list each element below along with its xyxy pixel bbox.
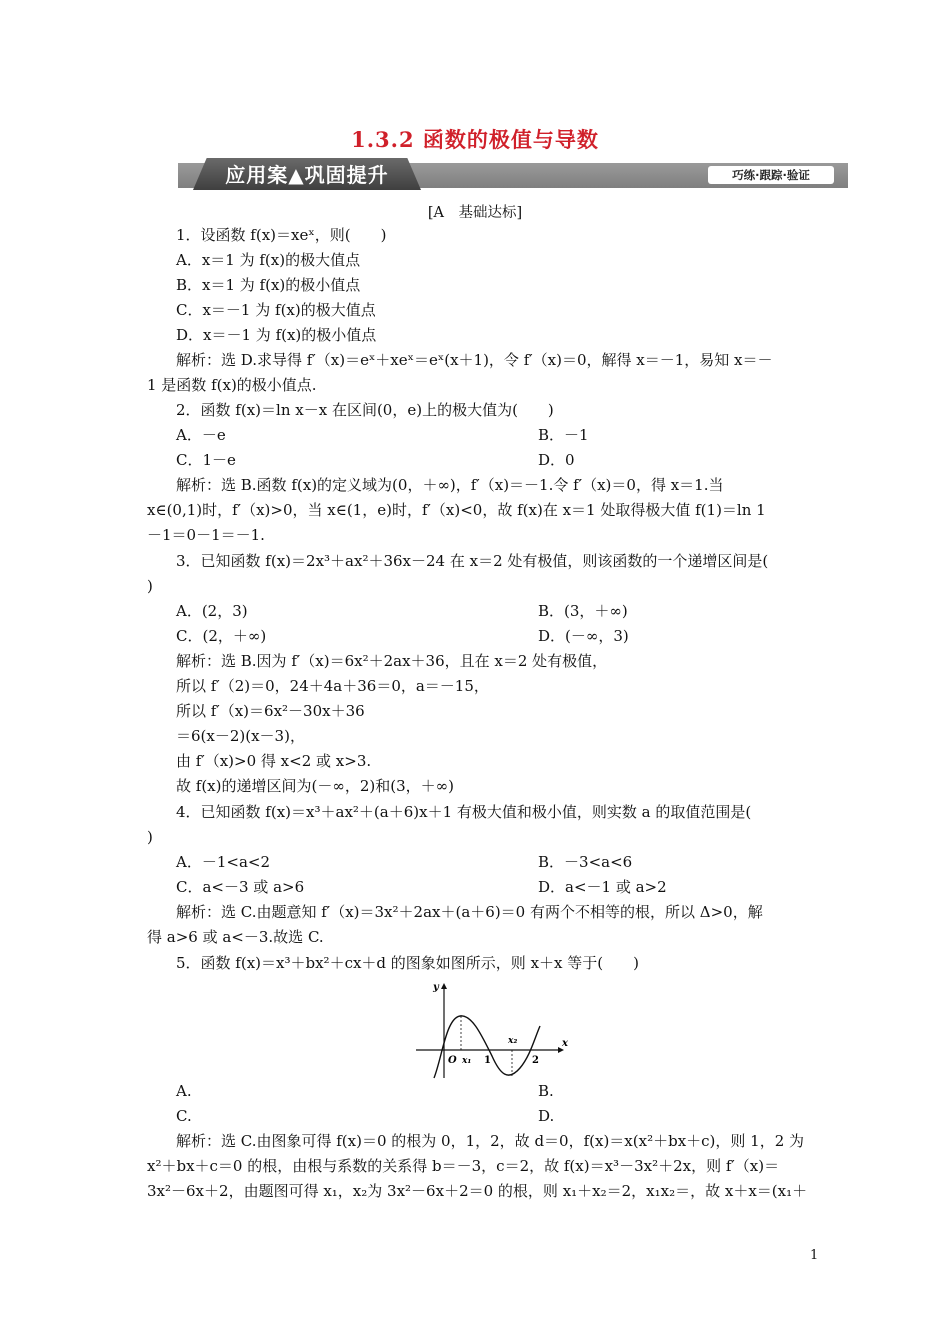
- q2-solution-cont: x∈(0,1)时，f′（x)>0，当 x∈(1，e)时，f′（x)<0，故 f(x)在 x＝1 处取得极大值 f(1)＝ln 1: [147, 501, 766, 519]
- q3-solution-3: 所以 f′（x)＝6x²－30x＋36: [176, 702, 365, 720]
- graph-origin-label: O: [448, 1055, 457, 1066]
- q3-solution-4: ＝6(x－2)(x－3)，: [176, 727, 305, 745]
- q5-option-c: C.: [176, 1107, 192, 1125]
- graph-x2-label: x₂: [508, 1036, 518, 1046]
- graph-x-label: x: [562, 1038, 568, 1049]
- graph-one-label: 1: [484, 1055, 491, 1066]
- q2-option-a: A．－e: [176, 426, 226, 444]
- q1-option-a: A．x＝1 为 f(x)的极大值点: [176, 251, 361, 269]
- q3-option-a: A．(2，3): [176, 602, 248, 620]
- q3-option-c: C．(2，＋∞): [176, 627, 267, 645]
- q3-stem-cont: ): [147, 577, 153, 595]
- q2-option-c: C．1－e: [176, 451, 236, 469]
- section-heading: [A 基础达标]: [427, 205, 523, 221]
- q2-option-b: B．－1: [538, 426, 589, 444]
- page-title: 1.3.2 函数的极值与导数: [351, 127, 599, 152]
- q1-stem: 1．设函数 f(x)＝xeˣ，则( ): [176, 226, 387, 244]
- q2-solution-end: －1＝0－1＝－1.: [147, 526, 265, 544]
- q5-option-d: D.: [538, 1107, 555, 1125]
- q3-solution-6: 故 f(x)的递增区间为(－∞，2)和(3，＋∞): [176, 777, 454, 795]
- q5-solution: 解析：选 C.由图象可得 f(x)＝0 的根为 0，1，2，故 d＝0，f(x)＝x(x²＋bx＋c)，则 1，2 为: [176, 1132, 805, 1150]
- q3-option-b: B．(3，＋∞): [538, 602, 628, 620]
- banner-tagline: 巧练·跟踪·验证: [708, 166, 834, 184]
- q4-option-a: A．－1<a<2: [176, 853, 270, 871]
- q5-option-a: A.: [176, 1082, 192, 1100]
- cubic-function-graph: [412, 978, 572, 1080]
- q4-option-b: B．－3<a<6: [538, 853, 633, 871]
- q1-option-c: C．x＝－1 为 f(x)的极大值点: [176, 301, 376, 319]
- banner-label: 应用案▲巩固提升: [225, 163, 389, 187]
- q5-stem: 5．函数 f(x)＝x³＋bx²＋cx＋d 的图象如图所示，则 x＋x 等于( ): [176, 954, 639, 972]
- q1-option-b: B．x＝1 为 f(x)的极小值点: [176, 276, 361, 294]
- q5-solution-3: 3x²－6x＋2，由题图可得 x₁，x₂为 3x²－6x＋2＝0 的根，则 x₁＋x₂＝2，x₁x₂＝，故 x＋x＝(x₁＋: [147, 1182, 808, 1200]
- q2-solution: 解析：选 B.函数 f(x)的定义域为(0，＋∞)，f′（x)＝－1.令 f′（x)＝0，得 x＝1.当: [176, 476, 724, 494]
- q4-option-c: C．a<－3 或 a>6: [176, 878, 305, 896]
- q3-solution-5: 由 f′（x)>0 得 x<2 或 x>3.: [176, 752, 372, 770]
- q3-stem: 3．已知函数 f(x)＝2x³＋ax²＋36x－24 在 x＝2 处有极值，则该函数的一个递增区间是(: [176, 552, 769, 570]
- q4-stem-cont: ): [147, 828, 153, 846]
- graph-x1-label: x₁: [462, 1056, 472, 1066]
- q1-option-d: D．x＝－1 为 f(x)的极小值点: [176, 326, 377, 344]
- q4-option-d: D．a<－1 或 a>2: [538, 878, 667, 896]
- q1-solution-cont: 1 是函数 f(x)的极小值点.: [147, 376, 317, 394]
- q5-solution-2: x²＋bx＋c＝0 的根，由根与系数的关系得 b＝－3，c＝2，故 f(x)＝x³－3x²＋2x，则 f′（x)＝: [147, 1157, 780, 1175]
- graph-two-label: 2: [532, 1055, 539, 1066]
- q5-option-b: B.: [538, 1082, 554, 1100]
- q2-option-d: D．0: [538, 451, 575, 469]
- q3-solution: 解析：选 B.因为 f′（x)＝6x²＋2ax＋36，且在 x＝2 处有极值，: [176, 652, 608, 670]
- q4-solution: 解析：选 C.由题意知 f′（x)＝3x²＋2ax＋(a＋6)＝0 有两个不相等的根，所以 Δ>0，解: [176, 903, 763, 921]
- q4-solution-cont: 得 a>6 或 a<－3.故选 C.: [147, 928, 324, 946]
- q1-solution: 解析：选 D.求导得 f′（x)＝eˣ＋xeˣ＝eˣ(x＋1)，令 f′（x)＝0，解得 x＝－1，易知 x＝－: [176, 351, 773, 369]
- q3-solution-2: 所以 f′（2)＝0，24＋4a＋36＝0，a＝－15，: [176, 677, 489, 695]
- q2-stem: 2．函数 f(x)＝ln x－x 在区间(0，e)上的极大值为( ): [176, 401, 554, 419]
- q3-option-d: D．(－∞，3): [538, 627, 629, 645]
- graph-y-label: y: [433, 982, 439, 993]
- page-number: 1: [810, 1248, 819, 1263]
- q4-stem: 4．已知函数 f(x)＝x³＋ax²＋(a＋6)x＋1 有极大值和极小值，则实数 a 的取值范围是(: [176, 803, 752, 821]
